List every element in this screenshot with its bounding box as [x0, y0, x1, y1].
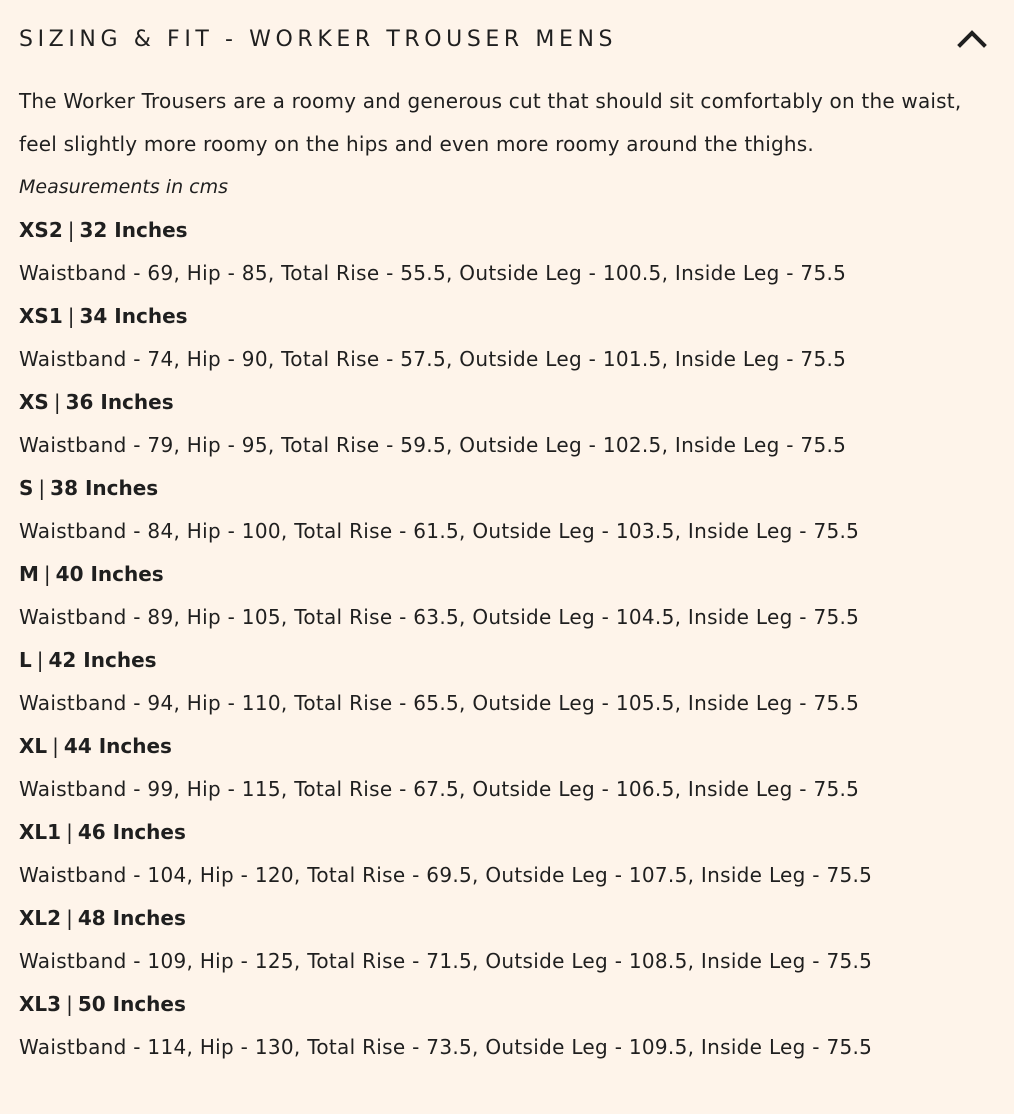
- size-heading: [19, 897, 994, 940]
- size-heading: [19, 639, 994, 682]
- size-separator: |: [66, 906, 73, 930]
- size-measurements: Waistband - 94, Hip - 110, Total Rise - 65.5, Outside Leg - 105.5, Inside Leg - 75.5: [19, 691, 860, 715]
- size-measurements: Waistband - 104, Hip - 120, Total Rise - 69.5, Outside Leg - 107.5, Inside Leg - 75.5: [19, 863, 873, 887]
- size-inches: 44 Inches: [63, 734, 172, 758]
- size-entry: [19, 983, 994, 1069]
- size-measurements: Waistband - 84, Hip - 100, Total Rise - 61.5, Outside Leg - 103.5, Inside Leg - 75.5: [19, 519, 860, 543]
- size-entry: [19, 811, 994, 897]
- size-inches: 48 Inches: [77, 906, 186, 930]
- size-heading: [19, 725, 994, 768]
- size-entry: [19, 209, 994, 295]
- size-code: S: [19, 476, 34, 500]
- chevron-up-icon[interactable]: [956, 26, 988, 50]
- size-code: M: [19, 562, 39, 586]
- size-entry: [19, 725, 994, 811]
- size-code: XL1: [19, 820, 62, 844]
- size-heading: [19, 467, 994, 510]
- size-list: [19, 209, 994, 1069]
- accordion-content: [19, 80, 994, 1069]
- size-separator: |: [66, 820, 73, 844]
- size-entry: [19, 295, 994, 381]
- size-measurements: Waistband - 89, Hip - 105, Total Rise - 63.5, Outside Leg - 104.5, Inside Leg - 75.5: [19, 605, 860, 629]
- size-separator: |: [53, 390, 61, 414]
- size-measurements: Waistband - 79, Hip - 95, Total Rise - 59.5, Outside Leg - 102.5, Inside Leg - 75.5: [19, 433, 847, 457]
- size-measurements: Waistband - 109, Hip - 125, Total Rise - 71.5, Outside Leg - 108.5, Inside Leg - 75.5: [19, 949, 873, 973]
- size-entry: [19, 553, 994, 639]
- size-entry: [19, 639, 994, 725]
- size-heading: [19, 209, 994, 252]
- size-entry: [19, 897, 994, 983]
- size-separator: |: [38, 476, 46, 500]
- size-code: L: [19, 648, 32, 672]
- size-inches: 32 Inches: [79, 218, 188, 242]
- size-separator: |: [52, 734, 59, 758]
- size-separator: |: [67, 304, 75, 328]
- size-heading: [19, 811, 994, 854]
- accordion-title: SIZING & FIT - WORKER TROUSER MENS: [19, 27, 618, 52]
- size-inches: 42 Inches: [48, 648, 157, 672]
- size-entry: [19, 467, 994, 553]
- units-note: Measurements in cms: [19, 176, 229, 198]
- size-inches: 36 Inches: [65, 390, 174, 414]
- size-heading: [19, 983, 994, 1026]
- size-inches: 50 Inches: [77, 992, 186, 1016]
- size-separator: |: [36, 648, 44, 672]
- size-inches: 40 Inches: [55, 562, 164, 586]
- size-code: XS: [19, 390, 49, 414]
- size-separator: |: [43, 562, 51, 586]
- size-code: XL3: [19, 992, 62, 1016]
- size-code: XS1: [19, 304, 63, 328]
- size-code: XS2: [19, 218, 63, 242]
- size-inches: 38 Inches: [50, 476, 159, 500]
- size-measurements: Waistband - 69, Hip - 85, Total Rise - 55.5, Outside Leg - 100.5, Inside Leg - 75.5: [19, 261, 847, 285]
- size-inches: 46 Inches: [77, 820, 186, 844]
- size-measurements: Waistband - 74, Hip - 90, Total Rise - 57.5, Outside Leg - 101.5, Inside Leg - 75.5: [19, 347, 847, 371]
- size-heading: [19, 381, 994, 424]
- size-code: XL: [19, 734, 48, 758]
- accordion-header[interactable]: [0, 0, 1014, 80]
- size-heading: [19, 553, 994, 596]
- size-measurements: Waistband - 114, Hip - 130, Total Rise - 73.5, Outside Leg - 109.5, Inside Leg - 75.5: [19, 1035, 873, 1059]
- size-code: XL2: [19, 906, 62, 930]
- size-entry: [19, 381, 994, 467]
- size-separator: |: [67, 218, 75, 242]
- size-heading: [19, 295, 994, 338]
- size-inches: 34 Inches: [79, 304, 188, 328]
- size-measurements: Waistband - 99, Hip - 115, Total Rise - 67.5, Outside Leg - 106.5, Inside Leg - 75.5: [19, 777, 860, 801]
- intro-text: The Worker Trousers are a roomy and generous cut that should sit comfortably on the waist, feel slightly more roomy on the hips and even more roomy around the thighs.: [19, 89, 962, 156]
- size-separator: |: [66, 992, 73, 1016]
